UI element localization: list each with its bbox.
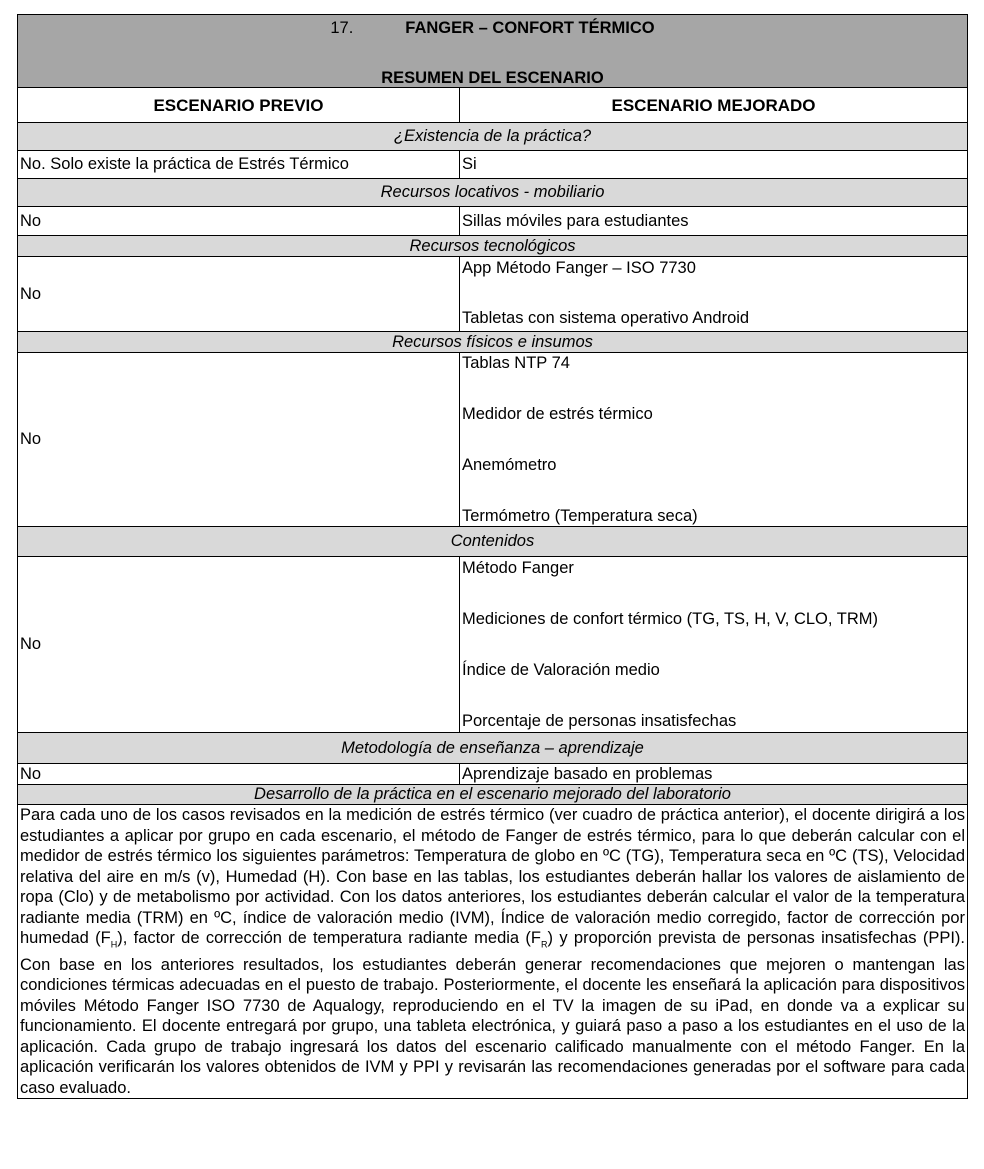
- row-development: [18, 805, 968, 1099]
- column-header-previous: ESCENARIO PREVIO: [18, 88, 460, 123]
- row-physical-resources: [18, 353, 968, 527]
- improved-cell: [460, 557, 968, 733]
- improved-item: Método Fanger: [462, 559, 574, 577]
- title-row: [18, 15, 968, 88]
- title-line: [18, 19, 967, 38]
- improved-cell: [460, 764, 968, 785]
- improved-item: Anemómetro: [462, 456, 557, 474]
- development-text-part: ), factor de corrección de temperatura radiante media (F: [117, 929, 542, 947]
- summary-subtitle: RESUMEN DEL ESCENARIO: [381, 69, 604, 87]
- improved-cell: [460, 257, 968, 332]
- scenario-summary-table: [17, 14, 968, 1099]
- row-contents: [18, 557, 968, 733]
- development-text-part: ) y proporción prevista de personas insatisfechas (PPI). Con base en los anteriores resultados, los estudiantes deberán generar recomendaciones que mejoren o mantengan las condiciones térmicas adecuadas en el puesto de trabajo. Posteriormente, el docente les enseñará la aplicación para dispositivos móviles Método Fanger ISO 7730 de Aqualogy, reproduciendo en el TV la imagen de su iPad, en donde va a explicar su funcionamiento. El docente entregará por grupo, una tableta electrónica, y guiará paso a paso a los estudiantes en el uso de la aplicación. Cada grupo de trabajo ingresará los datos del escenario calificado manualmente con el método Fanger. En la aplicación verificarán los valores obtenidos de IVM y PPI y revisarán las recomendaciones generadas por el software para cada caso evaluado.: [20, 929, 965, 1097]
- previous-cell: No. Solo existe la práctica de Estrés Térmico: [18, 151, 460, 179]
- improved-item: Aprendizaje basado en problemas: [462, 764, 713, 783]
- practice-title: FANGER – CONFORT TÉRMICO: [405, 19, 655, 37]
- section-title-contents: Contenidos: [18, 527, 968, 557]
- row-locative-resources: [18, 207, 968, 236]
- section-title-physical-resources: Recursos físicos e insumos: [18, 332, 968, 353]
- column-header-row: [18, 88, 968, 123]
- section-title-practice-existence: ¿Existencia de la práctica?: [18, 123, 968, 151]
- title-cell: [18, 15, 968, 88]
- previous-cell: No: [18, 257, 460, 332]
- practice-number: 17.: [330, 19, 354, 37]
- subscript-h: H: [110, 939, 118, 950]
- section-title-locative-resources: Recursos locativos - mobiliario: [18, 179, 968, 207]
- improved-item: Si: [462, 155, 477, 173]
- scenario-summary-document: [17, 14, 967, 1099]
- subscript-r: R: [541, 939, 548, 950]
- row-practice-existence: [18, 151, 968, 179]
- improved-cell: [460, 353, 968, 527]
- improved-item: Índice de Valoración medio: [462, 661, 660, 679]
- improved-item: Porcentaje de personas insatisfechas: [462, 712, 737, 730]
- previous-cell: No: [18, 353, 460, 527]
- development-text-part: Para cada uno de los casos revisados en la medición de estrés térmico (ver cuadro de práctica anterior), el docente dirigirá a los estudiantes a aplicar por grupo en cada escenario, el método de Fanger de estrés térmico, para lo que deberán calcular con el medidor de estrés térmico los siguientes parámetros: Temperatura de globo en ºC (TG), Temperatura seca en ºC (TS), Velocidad relativa del aire en m/s (v), Humedad (H). Con base en las tablas, los estudiantes deberán hallar los valores de aislamiento de ropa (Clo) y de metabolismo por actividad. Con los datos anteriores, los estudiantes deberán calcular el valor de la temperatura radiante media (TRM) en ºC, índice de valoración medio (IVM), Índice de valoración medio corregido, factor de corrección por humedad (F: [20, 806, 965, 947]
- improved-item: Termómetro (Temperatura seca): [462, 507, 698, 525]
- column-header-improved: ESCENARIO MEJORADO: [460, 88, 968, 123]
- row-teaching-methodology: [18, 764, 968, 785]
- improved-item: App Método Fanger – ISO 7730: [462, 259, 696, 277]
- section-title-development: Desarrollo de la práctica en el escenario mejorado del laboratorio: [18, 785, 968, 805]
- previous-cell: No: [18, 557, 460, 733]
- improved-cell: [460, 151, 968, 179]
- previous-cell: No: [18, 764, 460, 785]
- improved-item: Tabletas con sistema operativo Android: [462, 309, 750, 327]
- improved-item: Sillas móviles para estudiantes: [462, 211, 689, 230]
- improved-cell: [460, 207, 968, 236]
- improved-item: Mediciones de confort térmico (TG, TS, H, V, CLO, TRM): [462, 610, 878, 628]
- improved-item: Tablas NTP 74: [462, 354, 570, 372]
- section-title-teaching-methodology: Metodología de enseñanza – aprendizaje: [18, 733, 968, 764]
- previous-cell: No: [18, 207, 460, 236]
- section-title-technological-resources: Recursos tecnológicos: [18, 236, 968, 257]
- development-text: [18, 805, 968, 1099]
- improved-item: Medidor de estrés térmico: [462, 405, 653, 423]
- row-technological-resources: [18, 257, 968, 332]
